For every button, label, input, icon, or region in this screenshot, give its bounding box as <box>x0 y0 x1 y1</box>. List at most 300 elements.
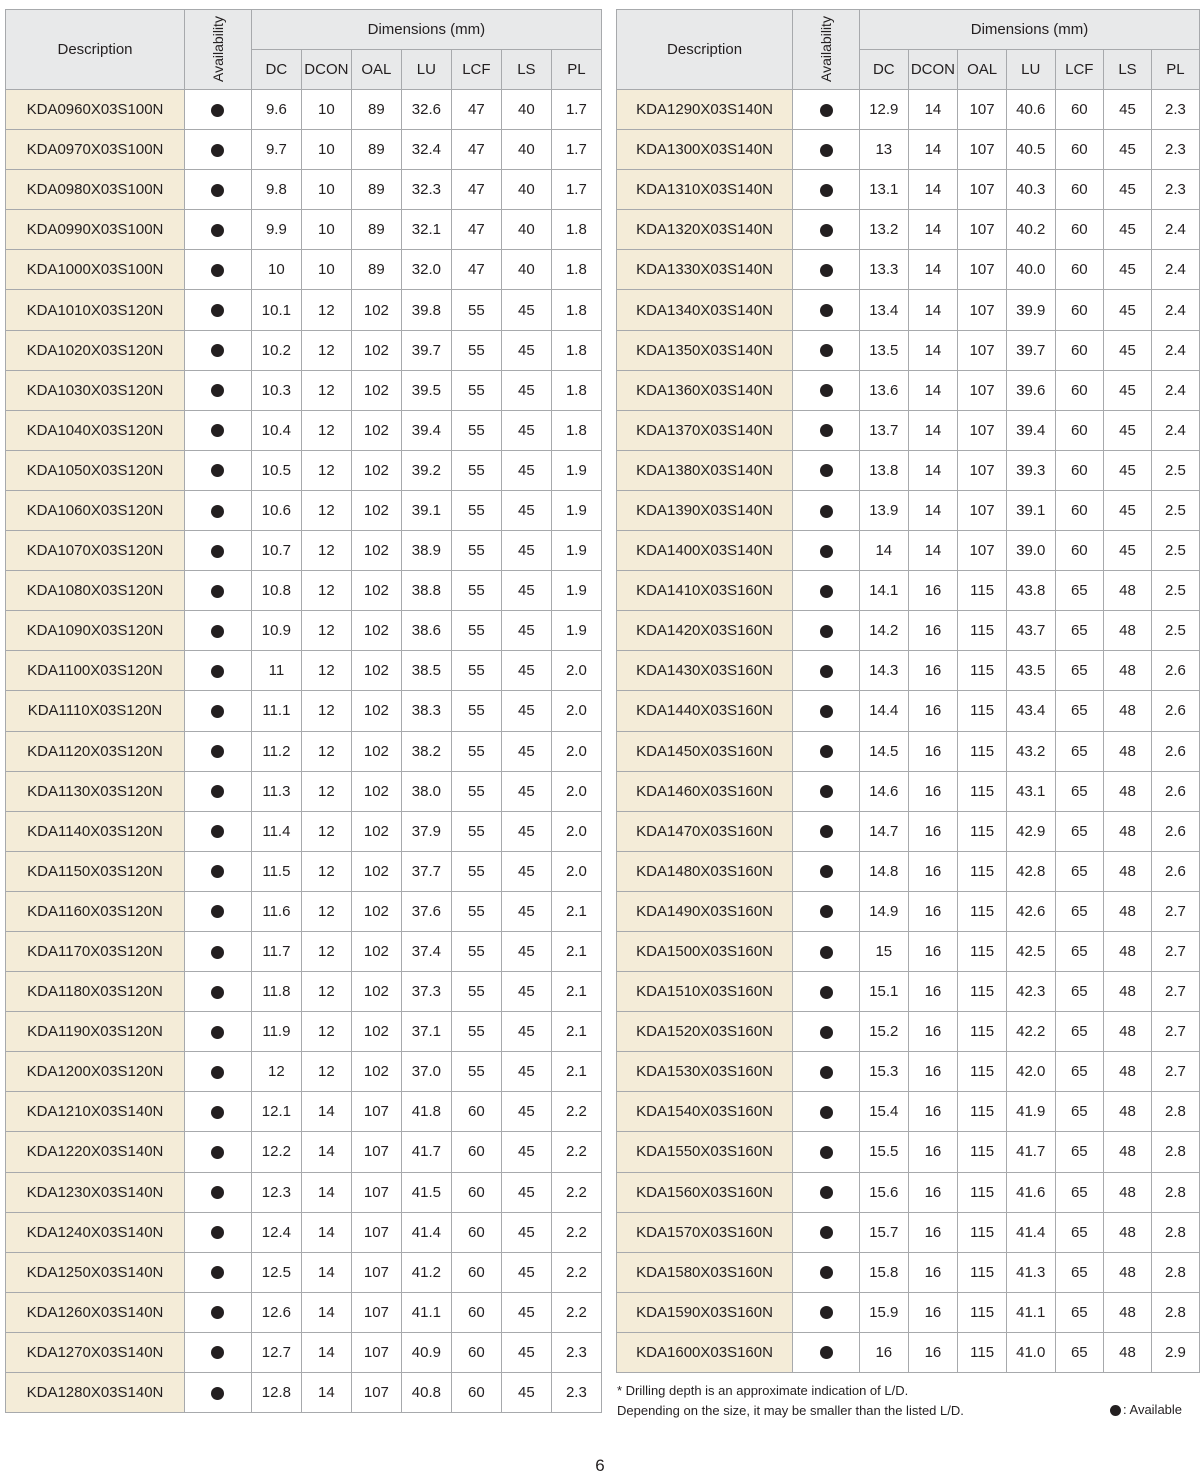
table-row <box>617 1212 1200 1252</box>
dimension-lu: 42.6 <box>1006 891 1055 931</box>
dimension-dc: 15.6 <box>860 1172 909 1212</box>
table-row <box>6 1012 602 1052</box>
filled-circle-icon <box>820 785 833 798</box>
product-code: KDA1220X03S140N <box>6 1132 185 1172</box>
dimension-oal: 102 <box>351 651 401 691</box>
dimension-dcon: 12 <box>301 1052 351 1092</box>
dimension-dc: 11.9 <box>251 1012 301 1052</box>
dimension-pl: 1.9 <box>551 531 601 571</box>
dimension-ls: 48 <box>1104 651 1152 691</box>
dimension-oal: 115 <box>958 731 1007 771</box>
filled-circle-icon <box>211 1266 224 1279</box>
dimension-dcon: 14 <box>908 290 958 330</box>
dimension-dcon: 12 <box>301 771 351 811</box>
availability-cell <box>793 1252 860 1292</box>
dimension-dcon: 12 <box>301 290 351 330</box>
dimension-dc: 11.8 <box>251 972 301 1012</box>
dimension-pl: 2.6 <box>1151 811 1199 851</box>
dimension-dcon: 16 <box>908 1092 958 1132</box>
dimension-oal: 107 <box>351 1092 401 1132</box>
filled-circle-icon <box>820 865 833 878</box>
dimension-oal: 102 <box>351 330 401 370</box>
availability-cell <box>793 771 860 811</box>
filled-circle-icon <box>820 464 833 477</box>
dimension-oal: 107 <box>958 330 1007 370</box>
product-code: KDA1480X03S160N <box>617 851 793 891</box>
dimension-lu: 39.7 <box>1006 330 1055 370</box>
dimension-ls: 45 <box>501 1132 551 1172</box>
dimension-oal: 107 <box>958 250 1007 290</box>
dimension-ls: 45 <box>1104 450 1152 490</box>
availability-cell <box>793 1172 860 1212</box>
dimension-oal: 107 <box>351 1332 401 1372</box>
dimension-pl: 2.9 <box>1151 1332 1199 1372</box>
filled-circle-icon <box>211 1066 224 1079</box>
table-row <box>6 531 602 571</box>
table-row <box>617 210 1200 250</box>
product-code: KDA1380X03S140N <box>617 450 793 490</box>
dimension-lu: 37.4 <box>401 931 451 971</box>
dimension-pl: 2.2 <box>551 1132 601 1172</box>
dimension-pl: 2.6 <box>1151 851 1199 891</box>
dimension-oal: 107 <box>958 531 1007 571</box>
availability-header-label: Availability <box>818 16 835 82</box>
table-row <box>6 1292 602 1332</box>
dimension-lcf: 65 <box>1055 811 1104 851</box>
availability-cell <box>185 1132 252 1172</box>
dimension-dc: 10.1 <box>251 290 301 330</box>
column-header-oal: OAL <box>958 50 1007 90</box>
dimension-ls: 45 <box>1104 290 1152 330</box>
availability-header <box>185 10 252 90</box>
table-row <box>6 691 602 731</box>
dimension-dc: 13.7 <box>860 410 909 450</box>
availability-cell <box>793 851 860 891</box>
dimension-dc: 12.6 <box>251 1292 301 1332</box>
availability-cell <box>793 651 860 691</box>
dimension-lu: 38.9 <box>401 531 451 571</box>
dimension-dc: 14.2 <box>860 611 909 651</box>
filled-circle-icon <box>820 224 833 237</box>
availability-cell <box>185 1332 252 1372</box>
table-row <box>617 450 1200 490</box>
dimension-dc: 12.3 <box>251 1172 301 1212</box>
dimension-ls: 45 <box>1104 330 1152 370</box>
dimension-dcon: 12 <box>301 731 351 771</box>
table-row <box>6 1172 602 1212</box>
dimension-lcf: 55 <box>451 490 501 530</box>
availability-cell <box>185 250 252 290</box>
dimension-dcon: 14 <box>908 90 958 130</box>
dimension-dcon: 14 <box>908 450 958 490</box>
availability-cell <box>185 410 252 450</box>
product-code: KDA1510X03S160N <box>617 972 793 1012</box>
product-code: KDA1180X03S120N <box>6 972 185 1012</box>
dimension-pl: 2.1 <box>551 1052 601 1092</box>
filled-circle-icon <box>820 104 833 117</box>
dimension-dcon: 16 <box>908 931 958 971</box>
product-code: KDA1040X03S120N <box>6 410 185 450</box>
table-row <box>6 370 602 410</box>
product-code: KDA1340X03S140N <box>617 290 793 330</box>
filled-circle-icon <box>820 986 833 999</box>
dimension-lu: 38.8 <box>401 571 451 611</box>
dimension-lcf: 60 <box>1055 370 1104 410</box>
table-row <box>6 891 602 931</box>
dimension-lu: 41.1 <box>401 1292 451 1332</box>
dimension-pl: 1.8 <box>551 370 601 410</box>
dimension-lcf: 55 <box>451 330 501 370</box>
dimension-dc: 13.4 <box>860 290 909 330</box>
dimension-pl: 2.0 <box>551 731 601 771</box>
dimension-ls: 45 <box>501 410 551 450</box>
dimension-pl: 2.6 <box>1151 691 1199 731</box>
availability-cell <box>793 1212 860 1252</box>
dimension-dc: 10.5 <box>251 450 301 490</box>
dimension-ls: 48 <box>1104 811 1152 851</box>
dimension-oal: 107 <box>958 370 1007 410</box>
dimension-lcf: 65 <box>1055 1052 1104 1092</box>
dimension-pl: 2.7 <box>1151 972 1199 1012</box>
dimension-dcon: 12 <box>301 811 351 851</box>
dimension-dc: 15 <box>860 931 909 971</box>
table-row <box>6 1132 602 1172</box>
dimension-pl: 2.0 <box>551 771 601 811</box>
dimension-ls: 40 <box>501 210 551 250</box>
table-row <box>6 410 602 450</box>
availability-cell <box>185 210 252 250</box>
availability-cell <box>793 731 860 771</box>
dimension-oal: 115 <box>958 811 1007 851</box>
availability-cell <box>793 931 860 971</box>
availability-cell <box>793 210 860 250</box>
dimension-oal: 115 <box>958 691 1007 731</box>
dimension-dcon: 14 <box>908 170 958 210</box>
availability-cell <box>185 1252 252 1292</box>
product-code: KDA1270X03S140N <box>6 1332 185 1372</box>
dimension-lu: 37.7 <box>401 851 451 891</box>
column-header-lcf: LCF <box>451 50 501 90</box>
product-code: KDA1240X03S140N <box>6 1212 185 1252</box>
dimension-pl: 2.2 <box>551 1172 601 1212</box>
dimension-oal: 102 <box>351 370 401 410</box>
dimension-lu: 42.8 <box>1006 851 1055 891</box>
dimension-ls: 45 <box>501 490 551 530</box>
product-code: KDA1130X03S120N <box>6 771 185 811</box>
dimension-ls: 45 <box>1104 170 1152 210</box>
filled-circle-icon <box>1110 1405 1121 1416</box>
dimension-dc: 14 <box>860 531 909 571</box>
dimension-lcf: 55 <box>451 410 501 450</box>
dimension-dc: 9.6 <box>251 90 301 130</box>
column-header-pl: PL <box>1151 50 1199 90</box>
product-code: KDA1360X03S140N <box>617 370 793 410</box>
dimension-lcf: 60 <box>1055 170 1104 210</box>
product-code: KDA1350X03S140N <box>617 330 793 370</box>
dimension-lu: 37.0 <box>401 1052 451 1092</box>
dimension-oal: 102 <box>351 1052 401 1092</box>
dimension-dc: 13.9 <box>860 490 909 530</box>
dimension-dc: 13.6 <box>860 370 909 410</box>
dimension-dcon: 12 <box>301 531 351 571</box>
dimension-ls: 45 <box>501 330 551 370</box>
legend-label: : Available <box>1123 1402 1183 1417</box>
dimension-lu: 32.0 <box>401 250 451 290</box>
dimension-pl: 2.0 <box>551 851 601 891</box>
dimension-lu: 40.3 <box>1006 170 1055 210</box>
dimension-dcon: 14 <box>908 370 958 410</box>
dimension-lcf: 55 <box>451 731 501 771</box>
dimension-lcf: 60 <box>451 1332 501 1372</box>
dimension-lu: 38.5 <box>401 651 451 691</box>
dimension-oal: 89 <box>351 130 401 170</box>
dimension-lu: 32.1 <box>401 210 451 250</box>
dimension-pl: 1.8 <box>551 250 601 290</box>
dimension-lcf: 47 <box>451 250 501 290</box>
product-code: KDA1420X03S160N <box>617 611 793 651</box>
table-row <box>617 1132 1200 1172</box>
dimension-oal: 115 <box>958 972 1007 1012</box>
dimension-lu: 39.1 <box>401 490 451 530</box>
product-code: KDA1100X03S120N <box>6 651 185 691</box>
filled-circle-icon <box>820 505 833 518</box>
table-row <box>6 731 602 771</box>
filled-circle-icon <box>820 344 833 357</box>
dimension-oal: 107 <box>958 490 1007 530</box>
filled-circle-icon <box>211 946 224 959</box>
dimension-ls: 45 <box>501 370 551 410</box>
dimension-lu: 39.3 <box>1006 450 1055 490</box>
dimension-dc: 13.3 <box>860 250 909 290</box>
table-row <box>6 1052 602 1092</box>
dimension-lu: 38.3 <box>401 691 451 731</box>
dimension-ls: 48 <box>1104 1212 1152 1252</box>
dimension-ls: 45 <box>501 731 551 771</box>
table-row <box>6 811 602 851</box>
dimension-lu: 40.9 <box>401 1332 451 1372</box>
dimension-dcon: 16 <box>908 891 958 931</box>
dimension-lcf: 60 <box>451 1172 501 1212</box>
product-code: KDA1500X03S160N <box>617 931 793 971</box>
dimension-pl: 2.4 <box>1151 370 1199 410</box>
dimension-ls: 45 <box>1104 250 1152 290</box>
filled-circle-icon <box>820 545 833 558</box>
dimension-lcf: 65 <box>1055 1252 1104 1292</box>
filled-circle-icon <box>211 384 224 397</box>
dimension-dc: 11.1 <box>251 691 301 731</box>
product-code: KDA1290X03S140N <box>617 90 793 130</box>
product-code: KDA1590X03S160N <box>617 1292 793 1332</box>
dimension-lcf: 55 <box>451 691 501 731</box>
column-header-dcon: DCON <box>301 50 351 90</box>
dimension-ls: 45 <box>501 891 551 931</box>
column-header-dc: DC <box>860 50 909 90</box>
dimension-dcon: 12 <box>301 450 351 490</box>
dimension-lu: 32.6 <box>401 90 451 130</box>
dimension-pl: 2.2 <box>551 1092 601 1132</box>
table-row <box>617 972 1200 1012</box>
filled-circle-icon <box>820 946 833 959</box>
dimension-lcf: 55 <box>451 611 501 651</box>
filled-circle-icon <box>211 424 224 437</box>
product-code: KDA1600X03S160N <box>617 1332 793 1372</box>
dimension-ls: 45 <box>1104 130 1152 170</box>
dimension-lu: 41.2 <box>401 1252 451 1292</box>
dimension-ls: 45 <box>1104 370 1152 410</box>
dimensions-header: Dimensions (mm) <box>860 10 1200 50</box>
product-code: KDA1310X03S140N <box>617 170 793 210</box>
filled-circle-icon <box>820 1306 833 1319</box>
filled-circle-icon <box>820 424 833 437</box>
dimension-dcon: 16 <box>908 691 958 731</box>
dimension-oal: 102 <box>351 611 401 651</box>
availability-cell <box>793 972 860 1012</box>
dimension-dc: 11.7 <box>251 931 301 971</box>
table-row <box>617 1332 1200 1372</box>
dimension-dc: 14.8 <box>860 851 909 891</box>
table-row <box>617 691 1200 731</box>
product-code: KDA1460X03S160N <box>617 771 793 811</box>
product-code: KDA1190X03S120N <box>6 1012 185 1052</box>
dimension-dcon: 16 <box>908 731 958 771</box>
dimension-ls: 45 <box>501 1052 551 1092</box>
dimension-lu: 40.8 <box>401 1373 451 1413</box>
dimension-dcon: 14 <box>908 250 958 290</box>
availability-cell <box>185 931 252 971</box>
dimension-ls: 45 <box>501 811 551 851</box>
dimension-ls: 48 <box>1104 972 1152 1012</box>
dimension-pl: 2.4 <box>1151 290 1199 330</box>
filled-circle-icon <box>820 1066 833 1079</box>
availability-cell <box>185 891 252 931</box>
filled-circle-icon <box>820 585 833 598</box>
filled-circle-icon <box>820 144 833 157</box>
dimension-pl: 2.1 <box>551 1012 601 1052</box>
dimension-lcf: 60 <box>1055 210 1104 250</box>
filled-circle-icon <box>820 304 833 317</box>
dimension-pl: 2.3 <box>551 1373 601 1413</box>
dimension-dcon: 14 <box>301 1292 351 1332</box>
dimension-dcon: 14 <box>301 1172 351 1212</box>
dimension-dc: 12.5 <box>251 1252 301 1292</box>
dimension-ls: 40 <box>501 130 551 170</box>
dimension-lu: 39.0 <box>1006 531 1055 571</box>
dimension-lcf: 65 <box>1055 611 1104 651</box>
dimension-lu: 40.0 <box>1006 250 1055 290</box>
table-row <box>617 811 1200 851</box>
filled-circle-icon <box>211 1146 224 1159</box>
dimension-lcf: 60 <box>1055 290 1104 330</box>
availability-cell <box>793 250 860 290</box>
dimension-lu: 38.2 <box>401 731 451 771</box>
availability-legend <box>1110 1402 1182 1417</box>
dimension-dc: 12.2 <box>251 1132 301 1172</box>
filled-circle-icon <box>820 264 833 277</box>
dimension-dcon: 12 <box>301 851 351 891</box>
dimension-ls: 45 <box>501 1092 551 1132</box>
dimension-oal: 107 <box>351 1292 401 1332</box>
dimension-ls: 48 <box>1104 571 1152 611</box>
dimension-dcon: 12 <box>301 490 351 530</box>
dimension-lu: 43.4 <box>1006 691 1055 731</box>
filled-circle-icon <box>211 104 224 117</box>
dimension-dc: 10.8 <box>251 571 301 611</box>
dimension-lcf: 65 <box>1055 1212 1104 1252</box>
dimension-dcon: 14 <box>908 531 958 571</box>
dimension-lcf: 47 <box>451 90 501 130</box>
product-code: KDA1410X03S160N <box>617 571 793 611</box>
availability-cell <box>793 531 860 571</box>
dimension-ls: 45 <box>501 1012 551 1052</box>
product-code: KDA1440X03S160N <box>617 691 793 731</box>
dimension-dc: 14.4 <box>860 691 909 731</box>
dimension-dcon: 14 <box>908 210 958 250</box>
dimension-dc: 10.4 <box>251 410 301 450</box>
product-code: KDA1520X03S160N <box>617 1012 793 1052</box>
dimension-oal: 115 <box>958 851 1007 891</box>
dimension-oal: 115 <box>958 1012 1007 1052</box>
dimension-lcf: 65 <box>1055 731 1104 771</box>
dimension-oal: 89 <box>351 170 401 210</box>
dimension-pl: 2.4 <box>1151 410 1199 450</box>
filled-circle-icon <box>820 1146 833 1159</box>
dimension-pl: 1.8 <box>551 290 601 330</box>
dimension-lcf: 55 <box>451 1052 501 1092</box>
description-header: Description <box>617 10 793 90</box>
dimension-lu: 41.1 <box>1006 1292 1055 1332</box>
availability-cell <box>185 1092 252 1132</box>
product-code: KDA1070X03S120N <box>6 531 185 571</box>
dimension-lu: 42.5 <box>1006 931 1055 971</box>
availability-cell <box>793 1052 860 1092</box>
availability-cell <box>185 571 252 611</box>
dimension-ls: 48 <box>1104 611 1152 651</box>
dimension-lcf: 55 <box>451 891 501 931</box>
dimension-pl: 2.3 <box>1151 90 1199 130</box>
dimension-oal: 107 <box>351 1212 401 1252</box>
availability-cell <box>793 290 860 330</box>
availability-cell <box>793 891 860 931</box>
availability-cell <box>185 811 252 851</box>
filled-circle-icon <box>211 304 224 317</box>
dimension-ls: 45 <box>501 931 551 971</box>
dimension-ls: 45 <box>501 1332 551 1372</box>
availability-cell <box>793 370 860 410</box>
dimension-pl: 1.9 <box>551 611 601 651</box>
dimension-lu: 39.8 <box>401 290 451 330</box>
table-row <box>6 1332 602 1372</box>
dimension-oal: 102 <box>351 731 401 771</box>
product-code: KDA1530X03S160N <box>617 1052 793 1092</box>
dimension-dc: 9.7 <box>251 130 301 170</box>
product-code: KDA1390X03S140N <box>617 490 793 530</box>
dimension-oal: 115 <box>958 771 1007 811</box>
dimension-lcf: 55 <box>451 651 501 691</box>
product-code: KDA1400X03S140N <box>617 531 793 571</box>
dimension-dcon: 12 <box>301 651 351 691</box>
filled-circle-icon <box>820 1106 833 1119</box>
dimension-pl: 2.7 <box>1151 891 1199 931</box>
dimension-dcon: 12 <box>301 891 351 931</box>
table-row <box>617 330 1200 370</box>
dimension-pl: 1.7 <box>551 90 601 130</box>
dimension-oal: 115 <box>958 1052 1007 1092</box>
dimension-ls: 45 <box>1104 490 1152 530</box>
table-row <box>617 90 1200 130</box>
product-code: KDA1250X03S140N <box>6 1252 185 1292</box>
dimension-lu: 32.4 <box>401 130 451 170</box>
dimension-ls: 45 <box>501 972 551 1012</box>
